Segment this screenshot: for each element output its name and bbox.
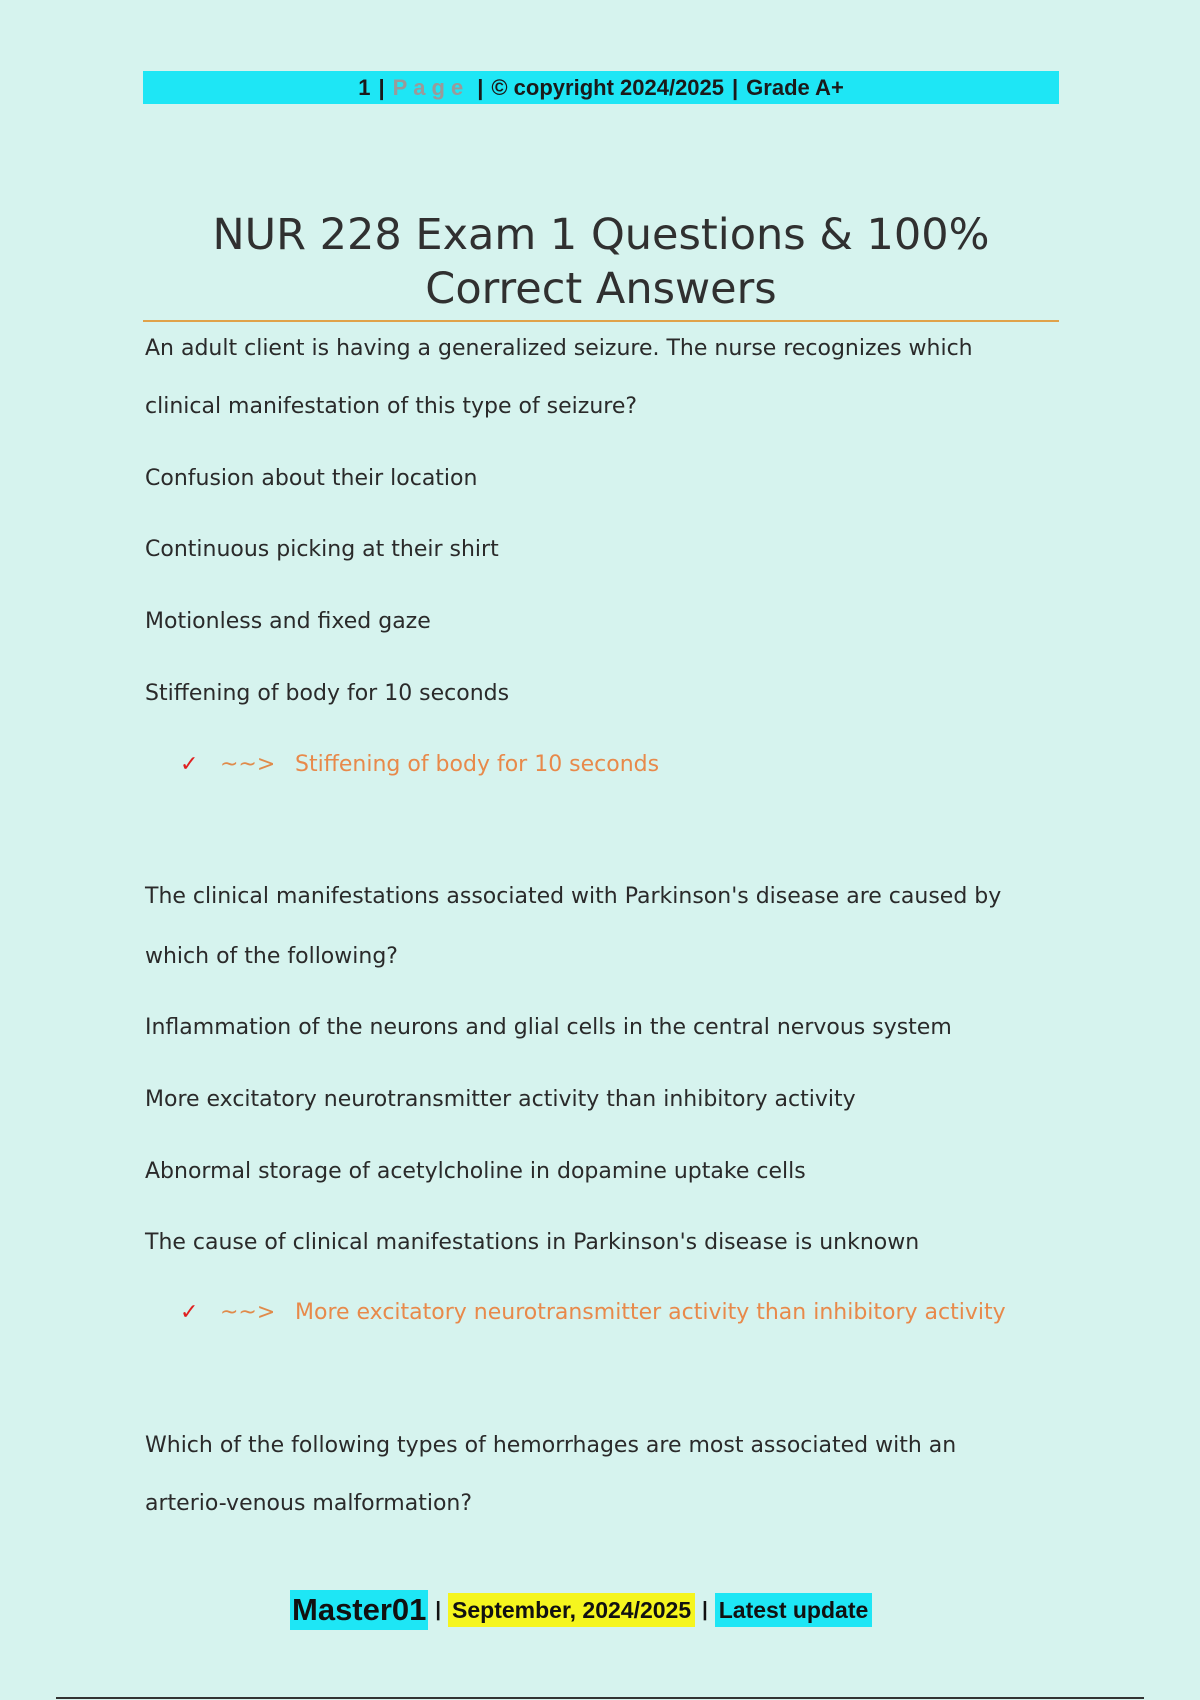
bottom-divider: [56, 1697, 1144, 1699]
question-2-option-3: Abnormal storage of acetylcholine in dopamine uptake cells: [145, 1159, 806, 1184]
question-1-line-1: An adult client is having a generalized seizure. The nurse recognizes which: [145, 336, 973, 361]
question-1-option-2: Continuous picking at their shirt: [145, 537, 499, 562]
question-2-line-2: which of the following?: [145, 944, 398, 969]
footer-separator: |: [702, 1598, 708, 1621]
grade-text: Grade A+: [746, 74, 844, 100]
document-title: NUR 228 Exam 1 Questions & 100% Correct Answers: [212, 210, 990, 314]
question-2-answer: [180, 1300, 1006, 1325]
question-2-option-2: More excitatory neurotransmitter activity than inhibitory activity: [145, 1087, 856, 1112]
arrow-marker: ~~>: [220, 752, 276, 777]
question-2-line-1: The clinical manifestations associated with Parkinson's disease are caused by: [145, 884, 1002, 909]
checkmark-icon: ✓: [180, 752, 199, 777]
question-1-line-2: clinical manifestation of this type of seizure?: [145, 394, 638, 419]
footer-date: September, 2024/2025: [448, 1593, 695, 1627]
answer-text: Stiffening of body for 10 seconds: [295, 752, 660, 777]
footer-separator: |: [435, 1598, 442, 1621]
question-3-line-1: Which of the following types of hemorrhages are most associated with an: [145, 1433, 957, 1458]
arrow-marker: ~~>: [220, 1300, 276, 1325]
footer-brand: Master01: [290, 1590, 428, 1630]
footer-update: Latest update: [715, 1593, 873, 1627]
answer-text: More excitatory neurotransmitter activity than inhibitory activity: [295, 1300, 1006, 1325]
question-1-option-4: Stiffening of body for 10 seconds: [145, 681, 510, 706]
copyright-text: © copyright 2024/2025: [491, 74, 725, 100]
question-3-line-2: arterio-venous malformation?: [145, 1491, 473, 1516]
question-1-option-3: Motionless and fixed gaze: [145, 609, 431, 634]
question-2-option-4: The cause of clinical manifestations in Parkinson's disease is unknown: [145, 1230, 920, 1255]
question-1-answer: [180, 752, 659, 777]
question-2-option-1: Inflammation of the neurons and glial cells in the central nervous system: [145, 1015, 952, 1040]
page-header: 1 | Page | © copyright 2024/2025 | Grade A+: [143, 71, 1059, 104]
checkmark-icon: ✓: [180, 1300, 199, 1325]
question-1-option-1: Confusion about their location: [145, 466, 478, 491]
page-number: 1: [358, 74, 371, 100]
title-divider: [143, 320, 1059, 322]
page-word: Page: [392, 74, 470, 100]
page-footer: [290, 1590, 872, 1630]
